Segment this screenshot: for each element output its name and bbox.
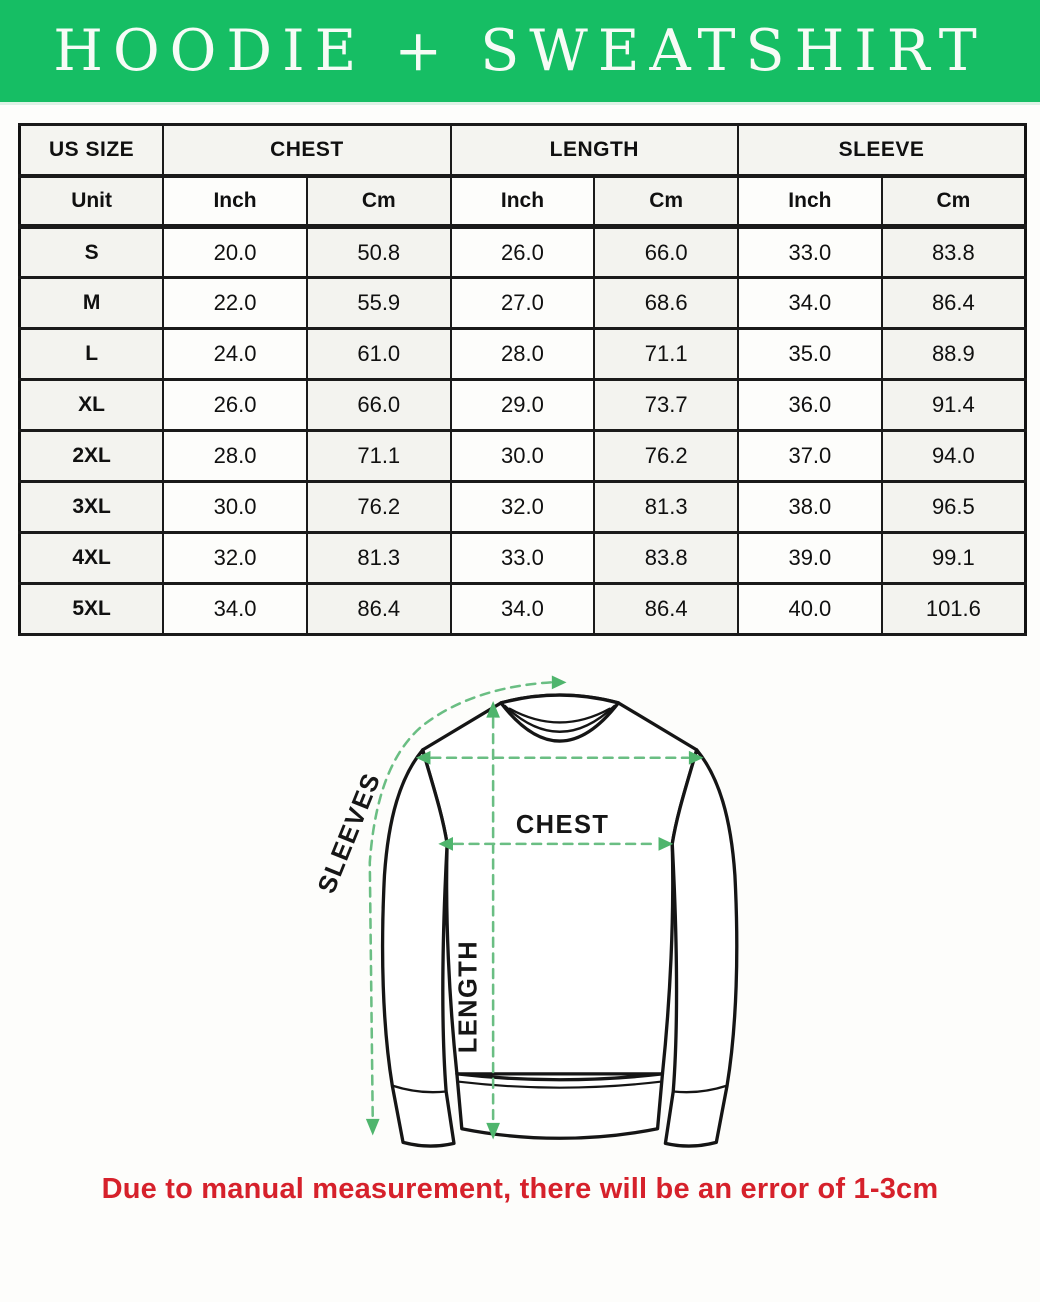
measurement-cell: 83.8 (594, 533, 738, 584)
measurement-cell: 86.4 (594, 584, 738, 635)
measurement-cell: 76.2 (307, 482, 451, 533)
size-chart-table (18, 123, 1027, 636)
measurement-cell: 28.0 (163, 431, 307, 482)
measurement-cell: 94.0 (882, 431, 1026, 482)
measurement-diagram (310, 652, 780, 1161)
sleeves-label: SLEEVES (312, 768, 387, 898)
sleeves-arrow-right (552, 675, 567, 689)
size-chart-head (20, 125, 1026, 227)
unit-header-cell: Cm (307, 176, 451, 227)
measurement-cell: 32.0 (163, 533, 307, 584)
size-label-cell: XL (20, 380, 164, 431)
measurement-cell: 29.0 (451, 380, 595, 431)
measurement-cell: 99.1 (882, 533, 1026, 584)
unit-header-cell: Inch (738, 176, 882, 227)
size-row (20, 329, 1026, 380)
size-table-body (20, 227, 1026, 635)
size-label-cell: 5XL (20, 584, 164, 635)
measurement-cell: 35.0 (738, 329, 882, 380)
unit-header-row (20, 176, 1026, 227)
measurement-cell: 26.0 (451, 227, 595, 278)
measurement-cell: 26.0 (163, 380, 307, 431)
measurement-cell: 34.0 (163, 584, 307, 635)
measurement-cell: 83.8 (882, 227, 1026, 278)
size-label-cell: 3XL (20, 482, 164, 533)
measurement-cell: 24.0 (163, 329, 307, 380)
size-label-cell: M (20, 278, 164, 329)
sweatshirt-diagram-svg (310, 652, 780, 1161)
measurement-cell: 22.0 (163, 278, 307, 329)
measurement-cell: 76.2 (594, 431, 738, 482)
measurement-cell: 71.1 (594, 329, 738, 380)
measurement-cell: 86.4 (882, 278, 1026, 329)
measurement-cell: 96.5 (882, 482, 1026, 533)
chest-label: CHEST (515, 811, 610, 840)
measurement-cell: 61.0 (307, 329, 451, 380)
size-row (20, 533, 1026, 584)
measurement-cell: 33.0 (738, 227, 882, 278)
size-label-cell: L (20, 329, 164, 380)
title-banner (0, 0, 1040, 102)
column-group-header: SLEEVE (738, 125, 1025, 176)
column-group-header: CHEST (163, 125, 450, 176)
measurement-cell: 30.0 (163, 482, 307, 533)
length-label: LENGTH (454, 939, 483, 1054)
measurement-cell: 81.3 (594, 482, 738, 533)
measurement-cell: 91.4 (882, 380, 1026, 431)
size-label-cell: S (20, 227, 164, 278)
measurement-cell: 32.0 (451, 482, 595, 533)
measurement-cell: 27.0 (451, 278, 595, 329)
measurement-cell: 86.4 (307, 584, 451, 635)
column-group-header: US SIZE (20, 125, 164, 176)
measurement-cell: 38.0 (738, 482, 882, 533)
measurement-cell: 101.6 (882, 584, 1026, 635)
measurement-cell: 37.0 (738, 431, 882, 482)
unit-header-cell: Cm (882, 176, 1026, 227)
size-row (20, 482, 1026, 533)
sweatshirt-waistband (457, 1074, 663, 1138)
size-label-cell: 2XL (20, 431, 164, 482)
unit-header-cell: Inch (163, 176, 307, 227)
measurement-cell: 50.8 (307, 227, 451, 278)
measurement-cell: 81.3 (307, 533, 451, 584)
measurement-cell: 73.7 (594, 380, 738, 431)
page-title: HOODIE + SWEATSHIRT (53, 18, 987, 84)
size-label-cell: 4XL (20, 533, 164, 584)
measurement-cell: 66.0 (594, 227, 738, 278)
measurement-cell: 20.0 (163, 227, 307, 278)
size-row (20, 431, 1026, 482)
size-row (20, 278, 1026, 329)
measurement-cell: 66.0 (307, 380, 451, 431)
measurement-cell: 30.0 (451, 431, 595, 482)
measurement-cell: 68.6 (594, 278, 738, 329)
size-row (20, 380, 1026, 431)
measurement-cell: 39.0 (738, 533, 882, 584)
size-row (20, 227, 1026, 278)
size-chart-section (18, 123, 1027, 636)
measurement-cell: 36.0 (738, 380, 882, 431)
unit-header-cell: Inch (451, 176, 595, 227)
column-group-header: LENGTH (451, 125, 738, 176)
group-header-row (20, 125, 1026, 176)
sleeves-arrow-down (366, 1119, 380, 1136)
size-row (20, 584, 1026, 635)
measurement-disclaimer: Due to manual measurement, there will be an error of 1-3cm (101, 1173, 939, 1205)
measurement-cell: 55.9 (307, 278, 451, 329)
measurement-cell: 88.9 (882, 329, 1026, 380)
measurement-cell: 34.0 (451, 584, 595, 635)
measurement-cell: 40.0 (738, 584, 882, 635)
measurement-cell: 34.0 (738, 278, 882, 329)
measurement-cell: 28.0 (451, 329, 595, 380)
unit-header-cell: Unit (20, 176, 164, 227)
measurement-cell: 71.1 (307, 431, 451, 482)
unit-header-cell: Cm (594, 176, 738, 227)
measurement-cell: 33.0 (451, 533, 595, 584)
